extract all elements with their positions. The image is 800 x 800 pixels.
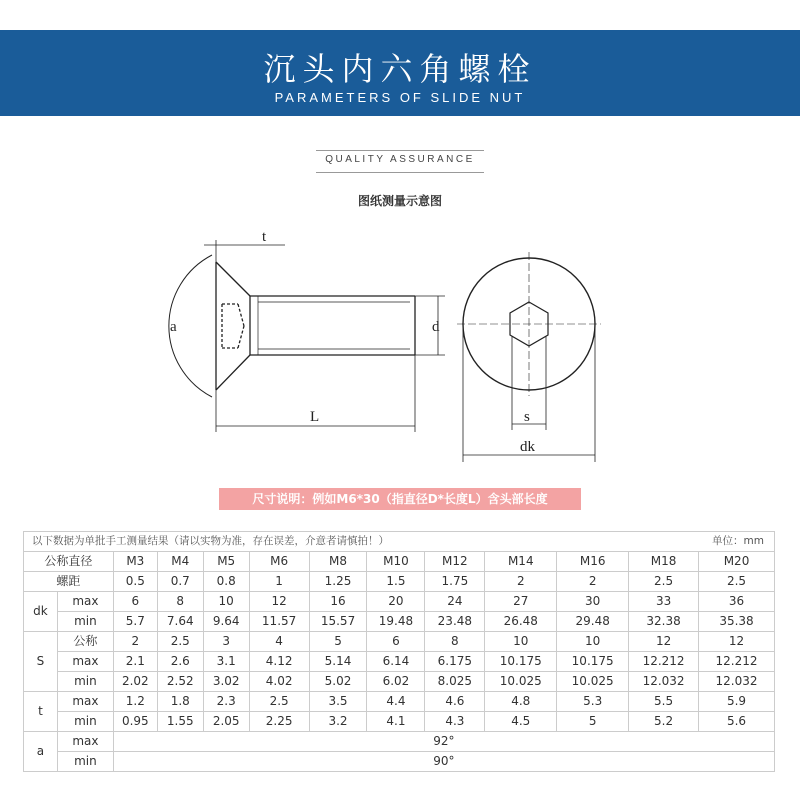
table-cell: 12 — [249, 592, 309, 612]
table-row-a-max — [24, 732, 775, 752]
angle-min-value: 90° — [113, 752, 774, 772]
table-cell: 10.025 — [557, 672, 629, 692]
table-cell: 11.57 — [249, 612, 309, 632]
spec-table — [23, 531, 775, 772]
table-cell: 1.8 — [157, 692, 203, 712]
table-cell: 2.52 — [157, 672, 203, 692]
row-label: max — [57, 732, 113, 752]
table-cell: 6 — [113, 592, 157, 612]
table-cell: 5 — [309, 632, 367, 652]
info-row — [24, 532, 775, 552]
table-cell: 6.02 — [367, 672, 425, 692]
table-cell: 33 — [629, 592, 699, 612]
table-cell: 10 — [557, 632, 629, 652]
table-cell: 3 — [203, 632, 249, 652]
angle-max-value: 92° — [113, 732, 774, 752]
quality-assurance-tag: QUALITY ASSURANCE — [325, 154, 475, 165]
table-cell: 2.6 — [157, 652, 203, 672]
table-cell: 1.75 — [425, 572, 485, 592]
page-subtitle: PARAMETERS OF SLIDE NUT — [274, 90, 526, 105]
header-cell: M8 — [309, 552, 367, 572]
table-row-dk-max — [24, 592, 775, 612]
table-row-a-min — [24, 752, 775, 772]
table-cell: 0.7 — [157, 572, 203, 592]
table-cell: 6 — [367, 632, 425, 652]
label-s: s — [524, 409, 530, 425]
table-cell: 5.02 — [309, 672, 367, 692]
table-cell: 5.2 — [629, 712, 699, 732]
table-cell: 6.14 — [367, 652, 425, 672]
table-cell: 4.02 — [249, 672, 309, 692]
header-cell: M10 — [367, 552, 425, 572]
table-cell: 30 — [557, 592, 629, 612]
table-cell: 15.57 — [309, 612, 367, 632]
header-cell: M20 — [699, 552, 775, 572]
table-cell: 4.8 — [485, 692, 557, 712]
table-cell: 2.5 — [629, 572, 699, 592]
table-cell: 1 — [249, 572, 309, 592]
table-cell: 1.25 — [309, 572, 367, 592]
table-cell: 2 — [485, 572, 557, 592]
group-label-s: S — [24, 632, 58, 692]
table-cell: 10.175 — [485, 652, 557, 672]
row-label: min — [57, 612, 113, 632]
table-cell: 23.48 — [425, 612, 485, 632]
table-info: 以下数据为单批手工测量结果（请以实物为准，存在误差，介意者请慎拍！） — [24, 532, 629, 552]
table-cell: 5.3 — [557, 692, 629, 712]
table-row-t-min — [24, 712, 775, 732]
row-label: min — [57, 672, 113, 692]
table-cell: 10.025 — [485, 672, 557, 692]
table-cell: 2 — [113, 632, 157, 652]
header-cell: M14 — [485, 552, 557, 572]
table-cell: 32.38 — [629, 612, 699, 632]
table-cell: 8 — [157, 592, 203, 612]
table-cell: 0.5 — [113, 572, 157, 592]
table-cell: 4.12 — [249, 652, 309, 672]
label-a: a — [170, 319, 177, 335]
table-cell: 10 — [485, 632, 557, 652]
table-cell: 24 — [425, 592, 485, 612]
table-row-s-nominal — [24, 632, 775, 652]
table-cell: 5.6 — [699, 712, 775, 732]
header-cell: M18 — [629, 552, 699, 572]
table-cell: 5.7 — [113, 612, 157, 632]
table-unit: 单位：mm — [629, 532, 775, 552]
row-label: max — [57, 592, 113, 612]
header-cell: M16 — [557, 552, 629, 572]
table-cell: 4.6 — [425, 692, 485, 712]
table-cell: 9.64 — [203, 612, 249, 632]
table-cell: 2.05 — [203, 712, 249, 732]
table-cell: 2 — [557, 572, 629, 592]
table-cell: 5 — [557, 712, 629, 732]
row-label: 公称 — [57, 632, 113, 652]
table-cell: 2.25 — [249, 712, 309, 732]
table-cell: 12 — [699, 632, 775, 652]
table-cell: 4.3 — [425, 712, 485, 732]
table-cell: 7.64 — [157, 612, 203, 632]
table-cell: 5.5 — [629, 692, 699, 712]
row-label: min — [57, 752, 113, 772]
table-cell: 12 — [629, 632, 699, 652]
table-cell: 10 — [203, 592, 249, 612]
label-L: L — [310, 409, 320, 425]
table-cell: 2.1 — [113, 652, 157, 672]
table-row-s-max — [24, 652, 775, 672]
table-cell: 26.48 — [485, 612, 557, 632]
group-label-dk: dk — [24, 592, 58, 632]
table-cell: 1.55 — [157, 712, 203, 732]
table-cell: 2.02 — [113, 672, 157, 692]
table-cell: 3.1 — [203, 652, 249, 672]
table-cell: 3.2 — [309, 712, 367, 732]
table-cell: 19.48 — [367, 612, 425, 632]
row-label: max — [57, 692, 113, 712]
table-cell: 1.5 — [367, 572, 425, 592]
table-cell: 8 — [425, 632, 485, 652]
group-label-a: a — [24, 732, 58, 772]
table-cell: 0.95 — [113, 712, 157, 732]
header-cell: M6 — [249, 552, 309, 572]
table-row-dk-min — [24, 612, 775, 632]
table-row-t-max — [24, 692, 775, 712]
table-cell: 6.175 — [425, 652, 485, 672]
table-cell: 2.5 — [157, 632, 203, 652]
row-label: min — [57, 712, 113, 732]
label-dk: dk — [520, 439, 535, 455]
row-label: 螺距 — [24, 572, 114, 592]
table-cell: 12.212 — [699, 652, 775, 672]
header-cell: M12 — [425, 552, 485, 572]
table-cell: 2.3 — [203, 692, 249, 712]
table-row-s-min — [24, 672, 775, 692]
table-cell: 8.025 — [425, 672, 485, 692]
table-cell: 3.5 — [309, 692, 367, 712]
table-cell: 5.9 — [699, 692, 775, 712]
table-cell: 4.5 — [485, 712, 557, 732]
size-note: 尺寸说明：例如M6*30（指直径D*长度L）含头部长度 — [219, 488, 581, 510]
table-cell: 3.02 — [203, 672, 249, 692]
table-cell: 10.175 — [557, 652, 629, 672]
table-cell: 5.14 — [309, 652, 367, 672]
table-cell: 16 — [309, 592, 367, 612]
table-cell: 4 — [249, 632, 309, 652]
diagram-title: 图纸测量示意图 — [357, 194, 442, 208]
table-cell: 12.212 — [629, 652, 699, 672]
label-d: d — [432, 319, 440, 335]
table-cell: 12.032 — [699, 672, 775, 692]
table-cell: 20 — [367, 592, 425, 612]
table-cell: 0.8 — [203, 572, 249, 592]
table-cell: 2.5 — [249, 692, 309, 712]
table-cell: 36 — [699, 592, 775, 612]
header-cell: M5 — [203, 552, 249, 572]
table-row-pitch — [24, 572, 775, 592]
page-title: 沉头内六角螺栓 — [263, 50, 537, 88]
group-label-t: t — [24, 692, 58, 732]
table-cell: 2.5 — [699, 572, 775, 592]
table-cell: 4.4 — [367, 692, 425, 712]
header-cell: M3 — [113, 552, 157, 572]
label-t: t — [262, 229, 267, 245]
row-label: max — [57, 652, 113, 672]
table-cell: 1.2 — [113, 692, 157, 712]
table-cell: 4.1 — [367, 712, 425, 732]
table-cell: 35.38 — [699, 612, 775, 632]
header-cell: 公称直径 — [24, 552, 114, 572]
table-cell: 12.032 — [629, 672, 699, 692]
table-cell: 27 — [485, 592, 557, 612]
table-header-row — [24, 552, 775, 572]
table-cell: 29.48 — [557, 612, 629, 632]
header-cell: M4 — [157, 552, 203, 572]
